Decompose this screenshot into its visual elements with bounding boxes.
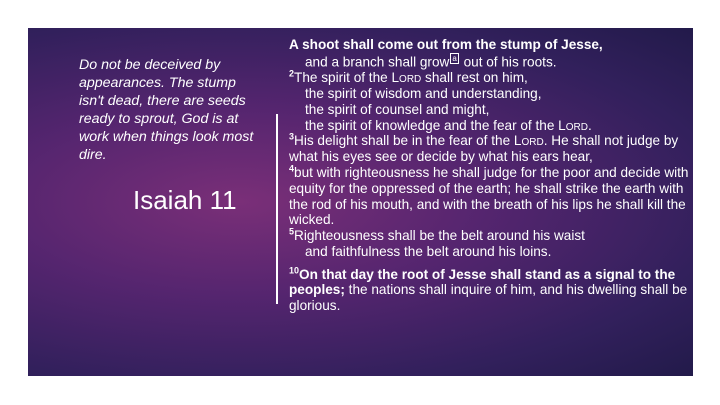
vertical-divider — [276, 114, 278, 304]
verse-10: $^{10}$On that day the root of Jesse shall stand as a signal to the peoples; the nations shall inquire of him, and his dwelling shall be glorious. — [289, 265, 688, 314]
verse-number: 3 — [289, 131, 295, 142]
slide — [28, 28, 693, 376]
verse-5-line-2: and faithfulness the belt around his loins. — [305, 243, 552, 259]
scripture-passage — [289, 37, 689, 314]
verse-1-line-1: A shoot shall come out from the stump of Jesse, — [289, 37, 603, 52]
slide-title: Isaiah 11 — [133, 185, 237, 215]
verse-2-line-2: the spirit of wisdom and understanding, — [305, 85, 542, 101]
footnote-marker[interactable]: a — [452, 53, 457, 63]
verse-2-line-1: $^2$The spirit of the Lord shall rest on him, — [289, 68, 528, 86]
verse-3: $^3$His delight shall be in the fear of the Lord. He shall not judge by what his eyes see or decide by what his ears hear, — [289, 131, 679, 165]
verse-number: 2 — [289, 68, 295, 79]
verse-number: 5 — [289, 226, 295, 237]
verse-number: 10 — [289, 265, 300, 276]
verse-number: 4 — [289, 163, 295, 174]
verse-2-line-4: the spirit of knowledge and the fear of the Lord. — [305, 117, 592, 133]
verse-1-line-2: and a branch shall grow a out of his roots. — [305, 53, 557, 70]
verse-4: $^4$but with righteousness he shall judge for the poor and decide with equity for the oppressed of the earth; he shall strike the earth with the rod of his mouth, and with the breath of his lips he shall kill the wicked. — [289, 163, 689, 228]
verse-5-line-1: $^5$Righteousness shall be the belt around his waist — [289, 226, 585, 244]
verse-2-line-3: the spirit of counsel and might, — [305, 101, 490, 117]
reflection-quote: Do not be deceived by appearances. The stump isn't dead, there are seeds ready to sprout, God is at work when things look most dire. — [79, 57, 254, 163]
